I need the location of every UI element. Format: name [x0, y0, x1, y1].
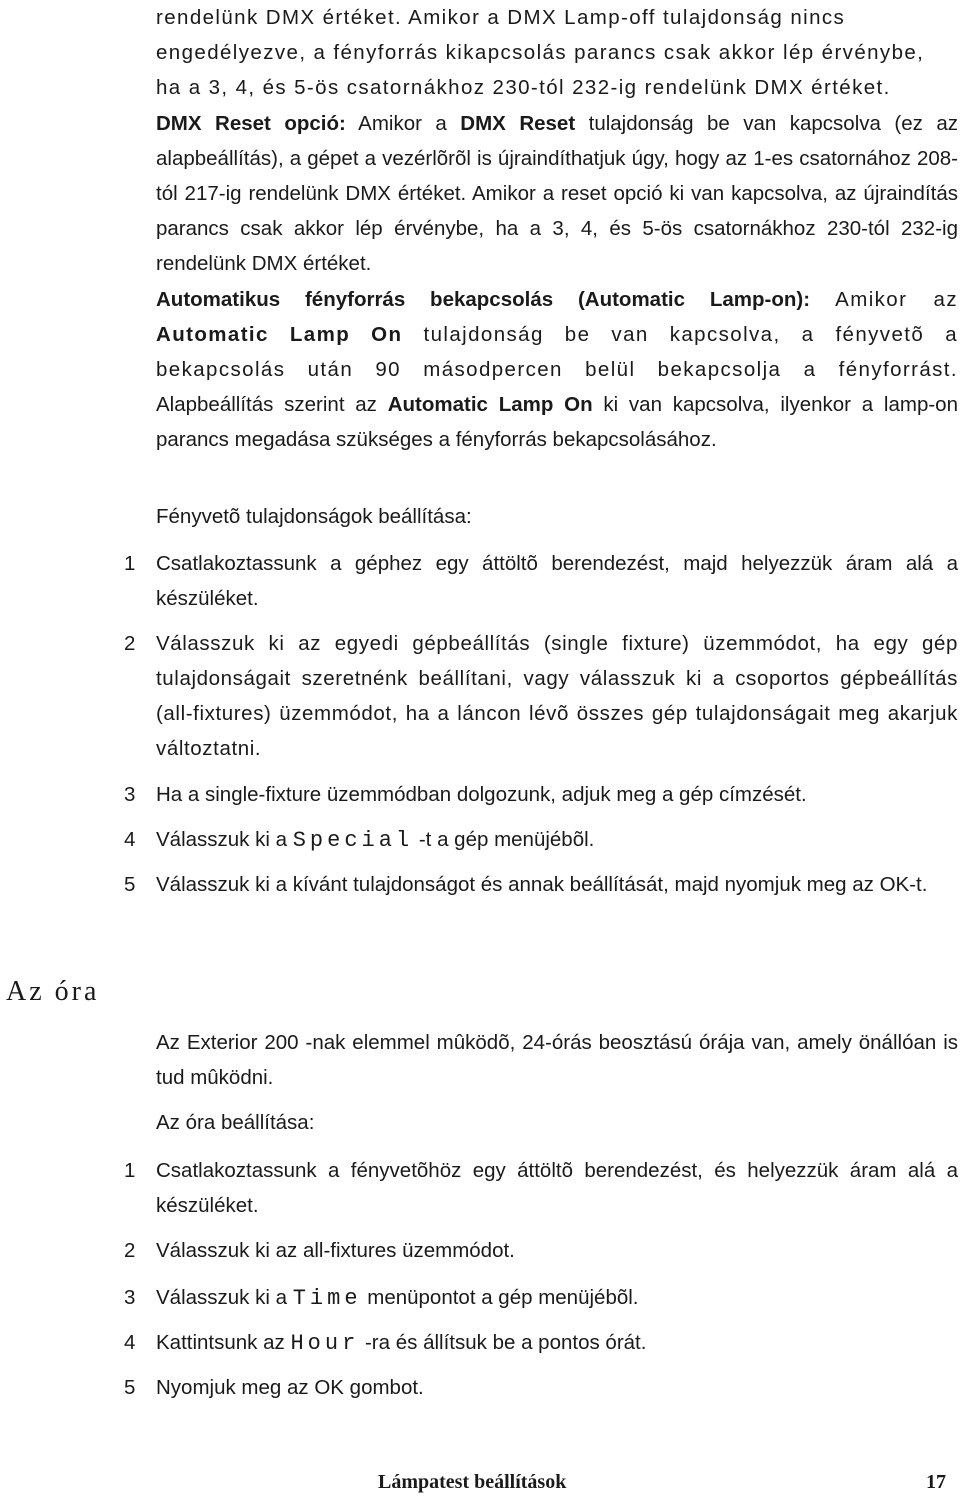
fixture-step-4-post: -t a gép menüjébõl.: [413, 828, 595, 851]
clock-step-4: [156, 1325, 958, 1361]
fixture-step-4: [156, 822, 958, 858]
clock-step-2-number: 2: [124, 1239, 136, 1262]
auto-lamp-text-2: tulajdonság be van kapcsolva, a fényvetõ a bekapcsolás után 90 másodpercen belül bekapcsolja a fényforrást.: [156, 323, 958, 381]
clock-step-2: Válasszuk ki az all-fixtures üzemmódot.: [156, 1239, 515, 1262]
fixture-step-5-number: 5: [124, 873, 136, 896]
clock-section-heading: Az óra: [6, 976, 100, 1007]
dmx-reset-term: DMX Reset: [460, 112, 576, 135]
fixture-step-4-pre: Válasszuk ki a: [156, 828, 293, 851]
clock-step-3-number: 3: [124, 1286, 136, 1309]
menu-item-time: Time: [292, 1286, 362, 1311]
clock-step-1-number: 1: [124, 1159, 136, 1182]
dmx-reset-text-1: Amikor a: [345, 112, 461, 135]
clock-step-4-pre: Kattintsunk az: [156, 1331, 291, 1354]
fixture-step-2: Válasszuk ki az egyedi gépbeállítás (single fixture) üzemmódot, ha egy gép tulajdonságait szeretnénk beállítani, vagy válasszuk ki a csoportos gépbeállítás (all-fixtures) üzemmódot, ha a láncon lévõ összes gép tulajdonságait meg akarjuk változtatni.: [156, 632, 958, 760]
fixture-step-1: Csatlakoztassunk a géphez egy áttöltõ berendezést, majd helyezzük áram alá a készüléket.: [156, 552, 958, 610]
dmx-reset-lead: DMX Reset opció:: [156, 112, 346, 135]
auto-lamp-text-1: Amikor az: [810, 288, 959, 311]
intro-line-3: ha a 3, 4, és 5-ös csatornákhoz 230-tól 232-ig rendelünk DMX értéket.: [156, 76, 891, 99]
auto-lamp-lead: Automatikus fényforrás bekapcsolás (Automatic Lamp-on):: [156, 288, 811, 311]
auto-lamp-term-1: Automatic Lamp On: [156, 323, 403, 346]
fixture-settings-heading: Fényvetõ tulajdonságok beállítása:: [156, 505, 472, 528]
clock-step-3-pre: Válasszuk ki a: [156, 1286, 293, 1309]
menu-item-hour: Hour: [290, 1331, 360, 1356]
clock-step-1: Csatlakoztassunk a fényvetõhöz egy áttöltõ berendezést, és helyezzük áram alá a készüléket.: [156, 1159, 958, 1217]
dmx-reset-text-2: tulajdonság be van kapcsolva (ez az alapbeállítás), a gépet a vezérlõrõl is újraindíthatjuk úgy, hogy az 1-es csatornához 208-tól 217-ig rendelünk DMX értéket. Amikor a reset opció ki van kapcsolva, az újraindítás parancs csak akkor lép érvénybe, ha a 3, 4, és 5-ös csatornákhoz 230-tól 232-ig rendelünk DMX értéket.: [156, 112, 958, 275]
fixture-step-4-number: 4: [124, 828, 136, 851]
clock-intro: Az Exterior 200 -nak elemmel mûködõ, 24-órás beosztású órája van, amely önállóan is tud mûködni.: [156, 1031, 958, 1089]
auto-lamp-text-3: Alapbeállítás szerint az: [156, 393, 388, 416]
fixture-step-3-number: 3: [124, 783, 136, 806]
fixture-step-3: Ha a single-fixture üzemmódban dolgozunk, adjuk meg a gép címzését.: [156, 783, 807, 806]
intro-line-1: rendelünk DMX értéket. Amikor a DMX Lamp-off tulajdonság nincs: [156, 6, 846, 29]
page-number: 17: [926, 1471, 946, 1493]
intro-paragraph: [156, 0, 958, 105]
dmx-reset-paragraph: [156, 106, 958, 281]
clock-settings-heading: Az óra beállítása:: [156, 1111, 315, 1134]
fixture-step-2-number: 2: [124, 632, 136, 655]
fixture-step-5: Válasszuk ki a kívánt tulajdonságot és annak beállítását, majd nyomjuk meg az OK-t.: [156, 873, 928, 896]
menu-item-special: Special: [292, 828, 414, 853]
intro-line-2: engedélyezve, a fényforrás kikapcsolás parancs csak akkor lép érvénybe,: [156, 41, 925, 64]
auto-lamp-text-4: ki van kapcsolva, ilyenkor a lamp-on parancs megadása szükséges a fényforrás bekapcsolásához.: [156, 393, 958, 451]
clock-step-5: Nyomjuk meg az OK gombot.: [156, 1376, 424, 1399]
clock-step-5-number: 5: [124, 1376, 136, 1399]
clock-step-4-number: 4: [124, 1331, 136, 1354]
auto-lamp-term-2: Automatic Lamp On: [387, 393, 593, 416]
clock-step-3: [156, 1280, 958, 1316]
fixture-step-1-number: 1: [124, 552, 136, 575]
auto-lamp-paragraph: [156, 282, 958, 457]
clock-step-3-post: menüpontot a gép menüjébõl.: [361, 1286, 639, 1309]
footer-title: Lámpatest beállítások: [378, 1471, 567, 1493]
clock-step-4-post: -ra és állítsuk be a pontos órát.: [359, 1331, 647, 1354]
